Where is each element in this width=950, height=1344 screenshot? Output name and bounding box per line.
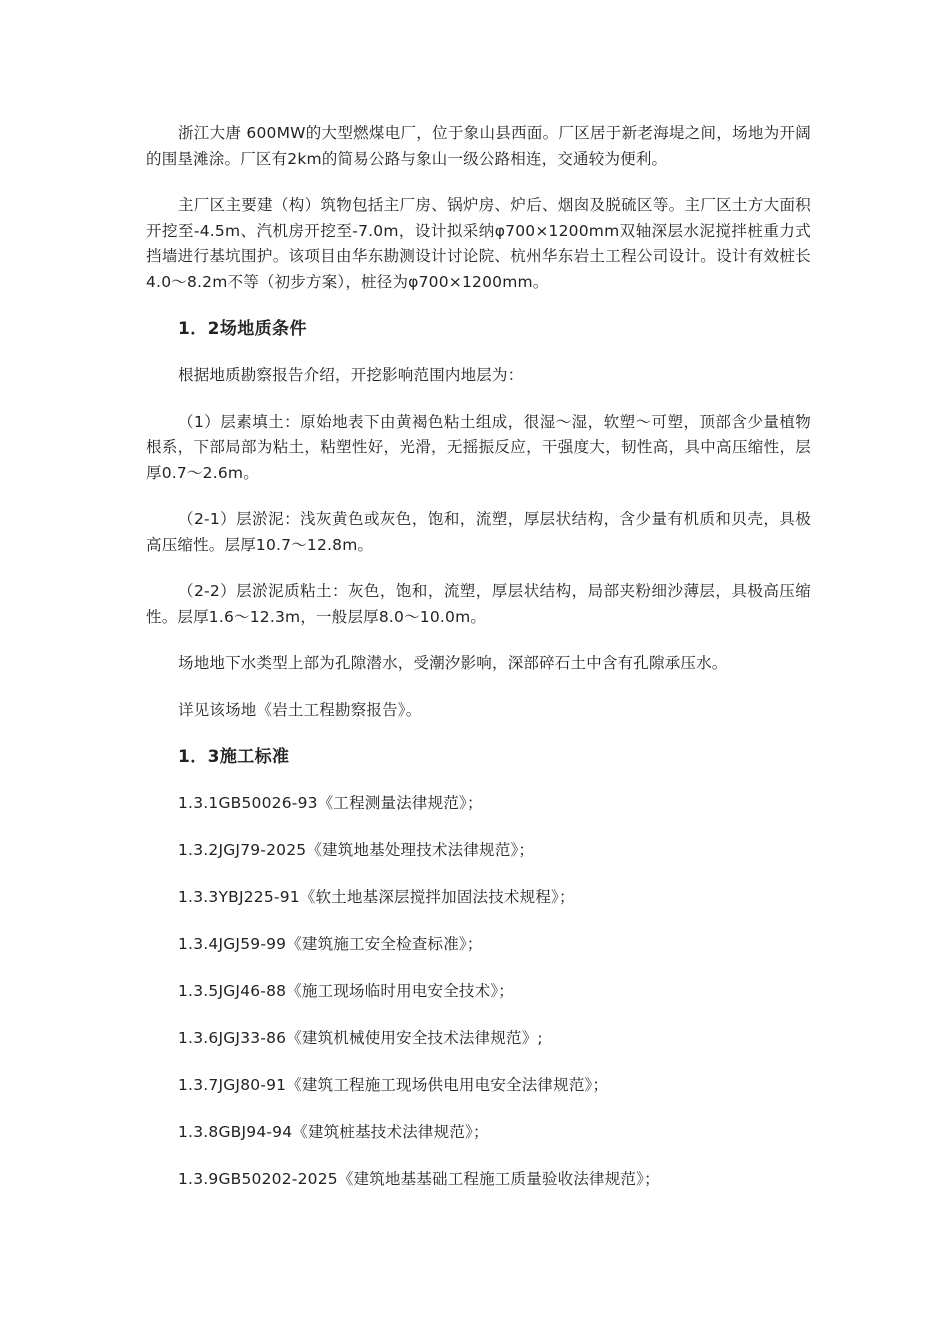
section-heading-construction-standards: 1．3施工标准 (178, 747, 290, 767)
layer-1-fill-soil: （1）层素填土：原始地表下由黄褐色粘土组成，很湿～湿，软塑～可塑，顶部含少量植物根系，下部局部为粘土，粘塑性好，光滑，无摇振反应，干强度大，韧性高，具中高压缩性，层厚0.7～2.6m。 (146, 412, 811, 482)
groundwater-paragraph: 场地地下水类型上部为孔隙潜水，受潮汐影响，深部碎石土中含有孔隙承压水。 (178, 654, 728, 672)
standard-item: 1.3.1GB50026-93《工程测量法律规范》； (178, 794, 483, 812)
standard-item: 1.3.2JGJ79-2025《建筑地基处理技术法律规范》； (178, 841, 535, 859)
overview-paragraph-2: 主厂区主要建（构）筑物包括主厂房、锅炉房、炉后、烟囱及脱硫区等。主厂区土方大面积开挖至-4.5m、汽机房开挖至-7.0m，设计拟采纳φ700×1200mm双轴深层水泥搅拌桩重力式挡墙进行基坑围护。该项目由华东勘测设计讨论院、杭州华东岩土工程公司设计。设计有效桩长4.0～8.2m不等（初步方案），桩径为φ700×1200mm。 (146, 196, 811, 291)
geology-intro: 根据地质勘察报告介绍，开挖影响范围内地层为： (178, 366, 524, 384)
layer-2-2-silty-clay: （2-2）层淤泥质粘土：灰色，饱和，流塑，厚层状结构，局部夹粉细沙薄层，具极高压缩性。层厚1.6～12.3m，一般层厚8.0～10.0m。 (146, 582, 811, 626)
section-heading-site-geology: 1．2场地质条件 (178, 319, 307, 339)
report-reference: 详见该场地《岩土工程勘察报告》。 (178, 700, 422, 719)
standard-item: 1.3.7JGJ80-91《建筑工程施工现场供电用电安全法律规范》； (178, 1076, 609, 1094)
standard-item: 1.3.9GB50202-2025《建筑地基基础工程施工质量验收法律规范》； (178, 1170, 660, 1188)
standards-list (146, 791, 811, 1193)
layer-2-1-silt: （2-1）层淤泥：浅灰黄色或灰色，饱和，流塑，厚层状结构，含少量有机质和贝壳，具极高压缩性。层厚10.7～12.8m。 (146, 510, 811, 554)
document-page (146, 121, 811, 1214)
standard-item: 1.3.5JGJ46-88《施工现场临时用电安全技术》； (178, 982, 514, 1000)
standard-item: 1.3.6JGJ33-86《建筑机械使用安全技术法律规范》; (178, 1029, 543, 1047)
standard-item: 1.3.4JGJ59-99《建筑施工安全检查标准》； (178, 935, 483, 953)
standard-item: 1.3.8GBJ94-94《建筑桩基技术法律规范》； (178, 1123, 489, 1141)
overview-paragraph-1: 浙江大唐 600MW的大型燃煤电厂，位于象山县西面。厂区居于新老海堤之间，场地为开阔的围垦滩涂。厂区有2km的简易公路与象山一级公路相连，交通较为便利。 (146, 124, 811, 168)
standard-item: 1.3.3YBJ225-91《软土地基深层搅拌加固法技术规程》； (178, 888, 575, 906)
